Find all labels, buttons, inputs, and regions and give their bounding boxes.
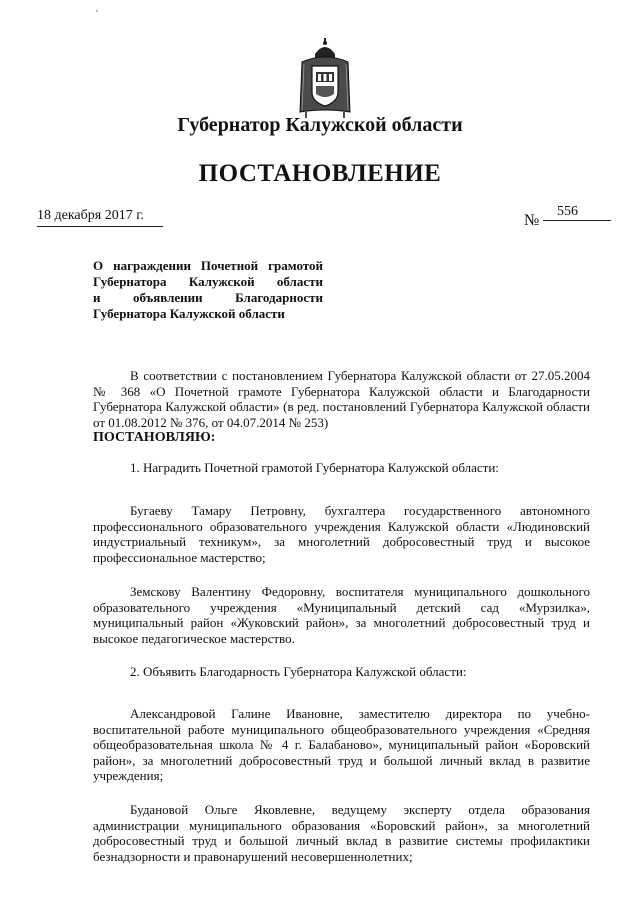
document-type-heading: ПОСТАНОВЛЕНИЕ	[198, 160, 442, 187]
issuing-authority: Губернатор Калужской области	[177, 114, 463, 136]
clause-1-heading: 1. Наградить Почетной грамотой Губернатора Калужской области:	[130, 460, 499, 475]
number-sign: №	[524, 212, 540, 229]
document-date: 18 декабря 2017 г.	[37, 208, 163, 227]
document-number: 556	[543, 204, 611, 221]
gratitude-paragraph-1: Александровой Галине Ивановне, заместителю директора по учебно-воспитательной работе муниципального общеобразовательного учреждения «Средняя общеобразовательная школа № 4 г. Балабаново», муниципальный район «Боровский район», за многолетний добросовестный труд и большой личный вклад в развитие учреждения;	[93, 706, 590, 783]
awardee-paragraph-2: Земскову Валентину Федоровну, воспитателя муниципального дошкольного образовательного учреждения «Муниципальный детский сад «Мурзилка», муниципальный район «Жуковский район», за многолетний добросовестный труд и высокое педагогическое мастерство.	[93, 584, 590, 646]
title-line: и объявлении Благодарности	[93, 290, 323, 305]
title-line: О награждении Почетной грамотой	[93, 258, 323, 273]
resolution-keyword: ПОСТАНОВЛЯЮ:	[93, 430, 216, 445]
gratitude-paragraph-2: Будановой Ольге Яковлевне, ведущему эксперту отдела образования администрации муниципального образования «Боровский район», за многолетний добросовестный труд и большой личный вклад в развитие системы профилактики безнадзорности и правонарушений несовершеннолетних;	[93, 802, 590, 864]
document-title	[93, 258, 323, 322]
coat-of-arms-icon	[298, 38, 352, 120]
preamble-paragraph: В соответствии с постановлением Губернатора Калужской области от 27.05.2004 № 368 «О Почетной грамоте Губернатора Калужской области и Благодарности Губернатора Калужской области» (в ред. постановлений Губернатора Калужской области от 01.08.2012 № 376, от 04.07.2014 № 253)	[93, 368, 590, 430]
title-line: Губернатора Калужской области	[93, 306, 285, 321]
awardee-paragraph-1: Бугаеву Тамару Петровну, бухгалтера государственного автономного профессионального образовательного учреждения Калужской области «Людиновский индустриальный техникум», за многолетний добросовестный труд и высокое профессиональное мастерство;	[93, 503, 590, 565]
clause-2-heading: 2. Объявить Благодарность Губернатора Калужской области:	[130, 664, 467, 679]
scan-speck	[96, 10, 98, 12]
title-line: Губернатора Калужской области	[93, 274, 323, 289]
